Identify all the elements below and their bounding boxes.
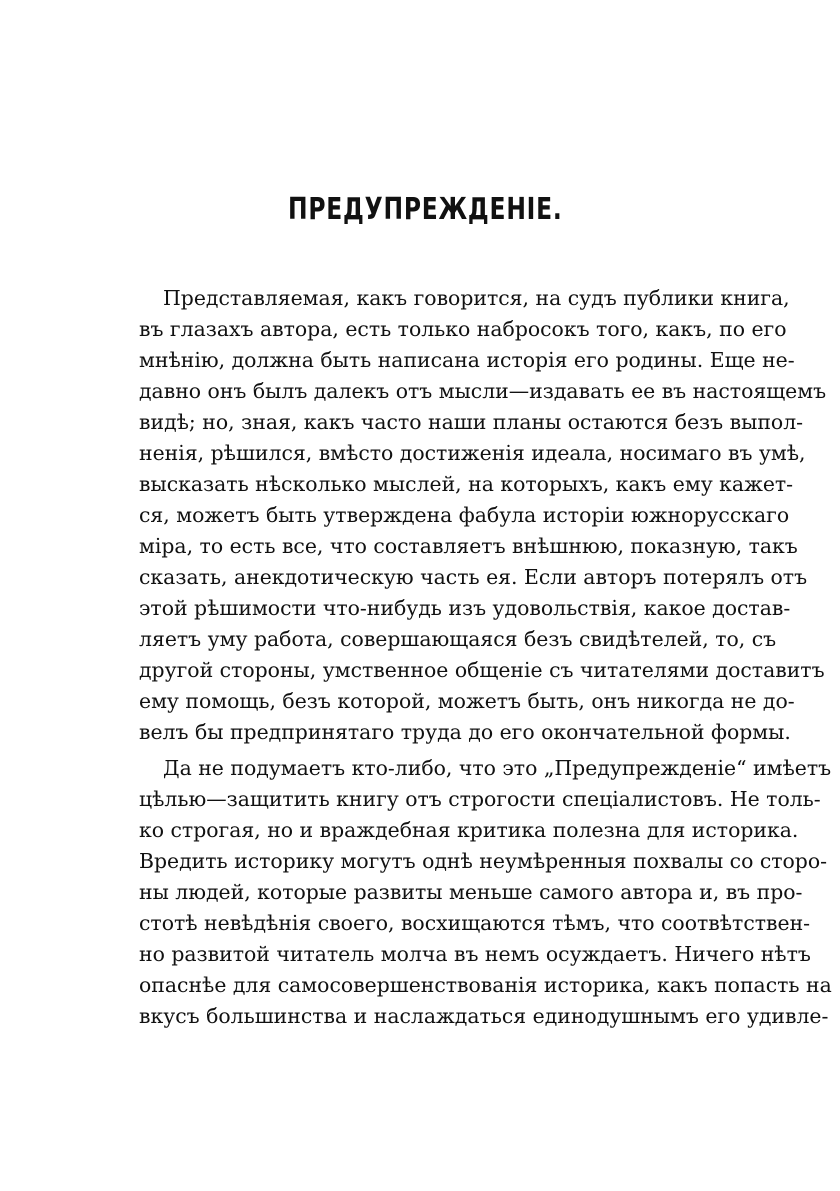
text-line: другой стороны, умственное общеніе съ читателями доставитъ — [139, 658, 825, 682]
text-line: давно онъ былъ далекъ отъ мысли—издавать ее въ настоящемъ — [139, 379, 827, 403]
text-line: міра, то есть все, что составляетъ внѣшнюю, показную, такъ — [139, 534, 798, 558]
text-line: стотѣ невѣдѣнія своего, восхищаются тѣмъ, что соотвѣтствен- — [139, 911, 811, 935]
text-line: но развитой читатель молча въ немъ осуждаетъ. Ничего нѣтъ — [139, 942, 811, 966]
page-title: ПРЕДУПРЕЖДЕНІЕ. — [287, 192, 563, 227]
text-line: цѣлью—защитить книгу отъ строгости спеціалистовъ. Не толь- — [139, 787, 821, 811]
text-line: ся, можетъ быть утверждена фабула исторіи южнорусскаго — [139, 503, 790, 527]
text-line: Вредить историку могутъ однѣ неумѣренныя похвалы со сторо- — [139, 849, 828, 873]
text-line: высказать нѣсколько мыслей, на которыхъ, какъ ему кажет- — [139, 472, 794, 496]
text-line: ненія, рѣшился, вмѣсто достиженія идеала, носимаго въ умѣ, — [139, 441, 806, 465]
text-line: ны людей, которые развиты меньше самого автора и, въ про- — [139, 880, 803, 904]
text-line: Да не подумаетъ кто-либо, что это „Предупрежденіе“ имѣетъ — [163, 756, 832, 780]
text-line: опаснѣе для самосовершенствованія историка, какъ попасть на — [139, 973, 832, 997]
text-line: вкусъ большинства и наслаждаться единодушнымъ его удивле- — [139, 1004, 829, 1028]
text-line: въ глазахъ автора, есть только набросокъ того, какъ, по его — [139, 317, 787, 341]
text-line: сказать, анекдотическую часть ея. Если авторъ потерялъ отъ — [139, 565, 808, 589]
text-line: ляетъ уму работа, совершающаяся безъ свидѣтелей, то, съ — [139, 627, 777, 651]
text-line: велъ бы предпринятаго труда до его окончательной формы. — [139, 720, 791, 744]
text-line: Представляемая, какъ говорится, на судъ публики книга, — [163, 286, 790, 310]
text-line: мнѣнію, должна быть написана исторія его родины. Еще не- — [139, 348, 795, 372]
text-line: видѣ; но, зная, какъ часто наши планы остаются безъ выпол- — [139, 410, 804, 434]
text-line: ему помощь, безъ которой, можетъ быть, онъ никогда не до- — [139, 689, 795, 713]
text-line: ко строгая, но и враждебная критика полезна для историка. — [139, 818, 799, 842]
text-line: этой рѣшимости что-нибудь изъ удовольствія, какое достав- — [139, 596, 791, 620]
